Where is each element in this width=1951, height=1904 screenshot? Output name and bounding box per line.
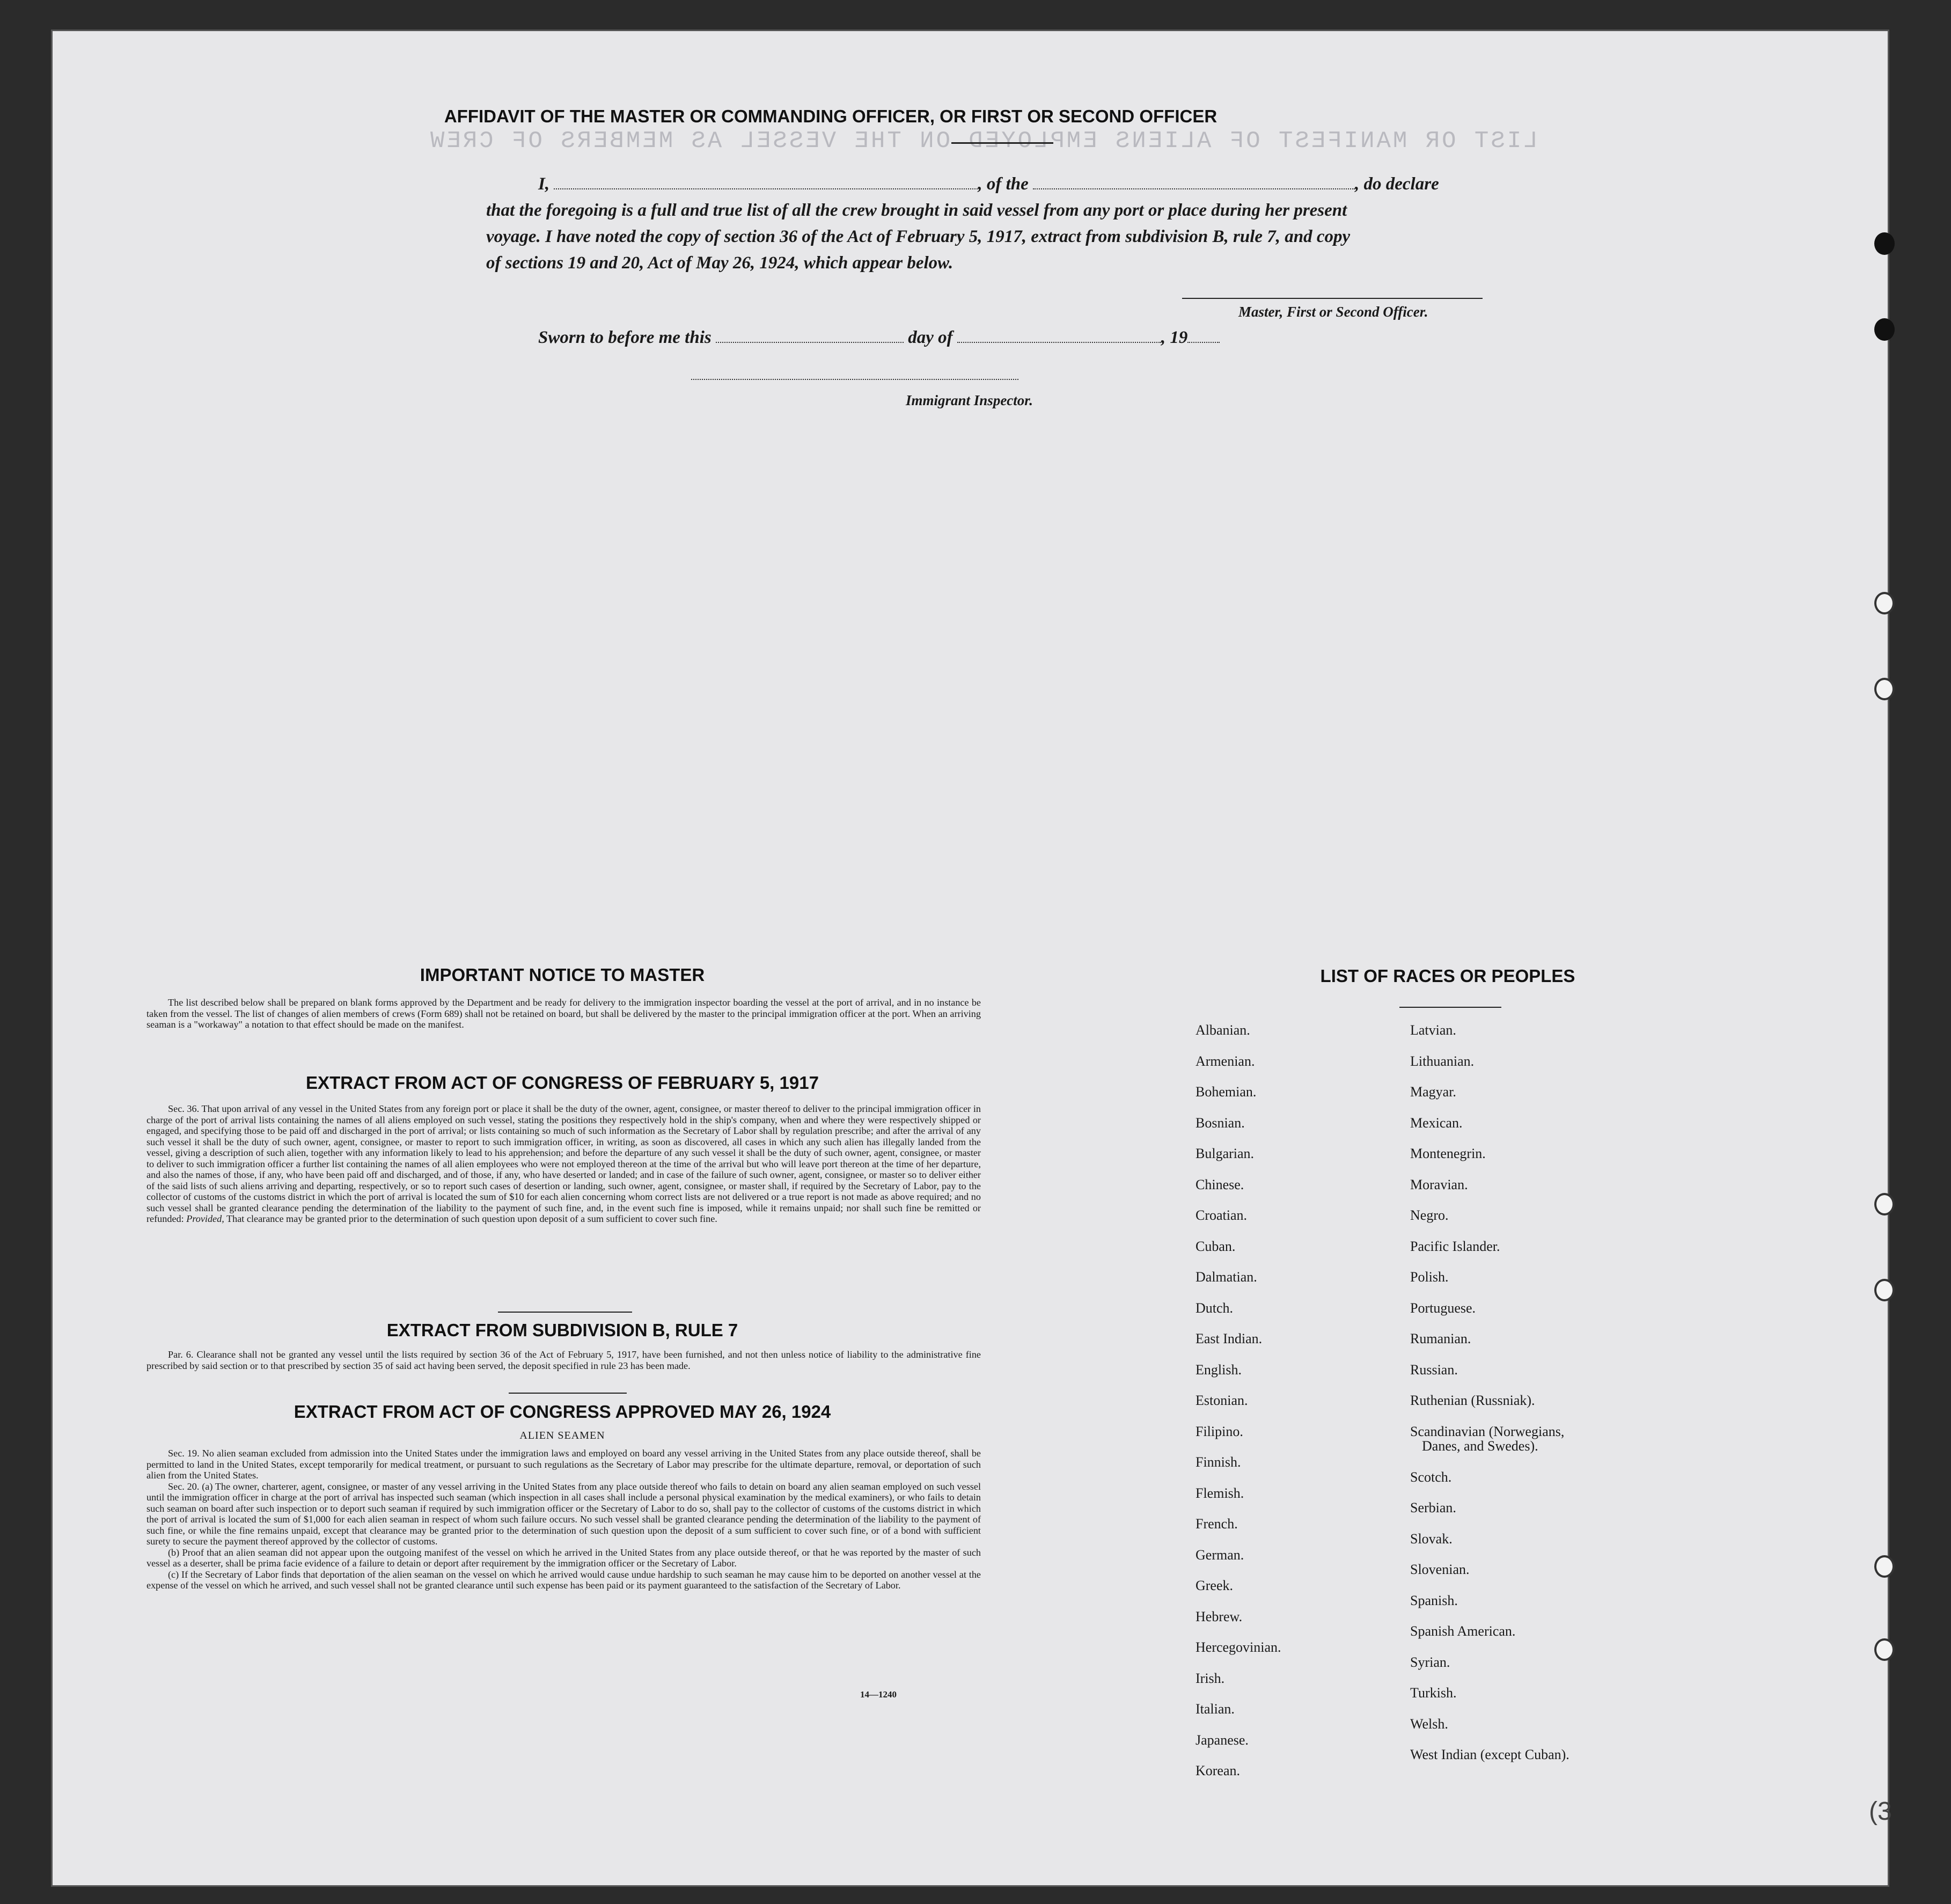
sworn-day-blank xyxy=(716,342,904,343)
race-item: Mexican. xyxy=(1410,1115,1463,1131)
race-item: Scandinavian (Norwegians, xyxy=(1410,1423,1565,1439)
race-item: Irish. xyxy=(1195,1670,1225,1686)
race-item: Moravian. xyxy=(1410,1176,1468,1192)
race-item: Hercegovinian. xyxy=(1195,1639,1281,1655)
race-item: Russian. xyxy=(1410,1361,1458,1378)
act-1924-sec-20c: (c) If the Secretary of Labor finds that deportation of the alien seaman on the vessel on which he arrived would cause undue hardship to such seaman he may cause him to be deported on another vessel at the expense of the vessel on which he arrived, and such vessel shall not be granted clearance until such expense has been paid or its payment guaranteed to the satisfaction of the Secretary of Labor. xyxy=(146,1569,981,1591)
subdiv-b-text xyxy=(146,1349,981,1371)
race-item: Serbian. xyxy=(1410,1500,1456,1515)
year-label: , 19 xyxy=(1161,328,1188,347)
notice-title: IMPORTANT NOTICE TO MASTER xyxy=(420,965,705,985)
race-item: Magyar. xyxy=(1410,1084,1456,1100)
race-item: Slovak. xyxy=(1410,1530,1453,1547)
race-item: Ruthenian (Russniak). xyxy=(1410,1393,1535,1408)
race-item: Syrian. xyxy=(1410,1654,1450,1670)
punch-hole xyxy=(1874,1279,1895,1301)
race-item: Spanish American. xyxy=(1410,1623,1516,1639)
race-item: Filipino. xyxy=(1195,1423,1243,1439)
act-1917-body-end: That clearance may be granted prior to the determination of such question upon deposit of a sum sufficient to cover such fine. xyxy=(226,1213,717,1224)
race-item: Croatian. xyxy=(1195,1207,1248,1223)
master-label: Master, First or Second Officer. xyxy=(1238,304,1428,320)
race-item: Hebrew. xyxy=(1195,1608,1243,1624)
punch-hole xyxy=(1874,592,1895,614)
race-item: Armenian. xyxy=(1195,1053,1255,1069)
race-item: Pacific Islander. xyxy=(1410,1238,1500,1254)
race-item: Rumanian. xyxy=(1410,1331,1471,1346)
act-1917-sec-label: Sec. 36. xyxy=(168,1103,200,1114)
act-1917-text xyxy=(146,1103,981,1225)
act-1924-sec-20b: (b) Proof that an alien seaman did not appear upon the outgoing manifest of the vessel on which he arrived in the United States from any place outside thereof, or that he was reported by the master of such vessel as a deserter, shall be prima facie evidence of a failure to detain or deport after requirement by the immigration officer or the Secretary of Labor. xyxy=(146,1547,981,1569)
race-item: Slovenian. xyxy=(1410,1562,1470,1577)
race-item: Korean. xyxy=(1195,1763,1241,1778)
races-column-2 xyxy=(1410,1015,1569,1770)
race-item: Lithuanian. xyxy=(1410,1053,1475,1069)
race-item: Scotch. xyxy=(1410,1469,1452,1485)
race-item: East Indian. xyxy=(1195,1331,1263,1346)
race-item: Cuban. xyxy=(1195,1238,1236,1254)
sworn-label: Sworn to before me this xyxy=(538,328,712,347)
act-1924-text xyxy=(146,1448,981,1591)
affidavit-line-4: of sections 19 and 20, Act of May 26, 1924, which appear below. xyxy=(486,253,954,273)
punch-hole xyxy=(1874,318,1895,341)
race-item: English. xyxy=(1195,1361,1242,1378)
race-item: West Indian (except Cuban). xyxy=(1410,1747,1569,1762)
affidavit-line-1 xyxy=(538,172,1585,196)
master-signature-line xyxy=(1182,298,1483,299)
affidavit-title: AFFIDAVIT OF THE MASTER OR COMMANDING OFFICER, OR FIRST OR SECOND OFFICER xyxy=(444,106,1217,126)
manifest-page xyxy=(51,30,1892,1887)
race-item: Bulgarian. xyxy=(1195,1146,1255,1161)
sworn-year-blank xyxy=(1187,342,1220,343)
race-item: Dalmatian. xyxy=(1195,1269,1257,1285)
act-1924-sec-20a: Sec. 20. (a) The owner, charterer, agent, consignee, or master of any vessel arriving in the United States from any place outside thereof who fails to detain on board any alien seaman employed on such vessel until the immigration officer in charge at the port of arrival has inspected such seaman (which inspection in all cases shall include a personal physical examination by the medical examiners), or who fails to detain such seaman on board after such inspection or to deport such seaman if required by such immigration officer or the Secretary of Labor to do so, shall pay to the collector of customs of the customs district in which the port of arrival is located the sum of $1,000 for each alien seaman in respect of whom such failure occurs. No such vessel shall be granted clearance pending the determination of the liability to the payment of such fine, or while the fine remains unpaid, except that clearance may be granted prior to the determination of such question upon the deposit of a sum sufficient to cover such fine, or of a bond with sufficient surety to secure the payment thereof approved by the collector of customs. xyxy=(146,1481,981,1547)
act-1917-body: That upon arrival of any vessel in the United States from any foreign port or place it shall be the duty of the owner, agent, consignee, or master thereof to deliver to the principal immigration officer in charge of the port of arrival lists containing the names of all aliens employed on such vessel, stating the positions they respectively hold in the ship's company, when and where they were respectively shipped or engaged, and specifying those to be paid off and discharged in the port of arrival; or lists containing so much of such information as the Secretary of Labor shall by regulation prescribe; and after the arrival of any such vessel it shall be the duty of such owner, agent, consignee, or master to report to such immigration officer, in writing, as soon as discovered, all cases in which any such alien has illegally landed from the vessel, giving a description of such alien, together with any information likely to lead to his apprehension; and before the departure of any such vessel it shall be the duty of such owner, agent, consignee, or master to deliver to such immigration officer a further list containing the names of all alien employees who were not employed thereon at the time of the arrival but who will leave port thereon at the time of her departure, and also the names of those, if any, who have been paid off and discharged, and of those, if any, who have deserted or landed; and in case of the failure of such owner, agent, consignee, or master so to deliver either of the said lists of such aliens arriving and departing, respectively, or so to report such cases of desertion or landing, such owner, agent, consignee, or master shall, if required by the Secretary of Labor, pay to the collector of customs of the customs district in which the port of arrival is located the sum of $10 for each alien concerning whom correct lists are not delivered or a true report is not made as above required; and no such vessel shall be granted clearance pending the determination of the liability to the payment of such fine, and, in the event such fine is imposed, while it remains unpaid; nor shall such fine be remitted or refunded: xyxy=(146,1103,981,1224)
subdiv-b-title: EXTRACT FROM SUBDIVISION B, RULE 7 xyxy=(386,1320,738,1340)
notice-paragraph: The list described below shall be prepared on blank forms approved by the Department and be ready for delivery to the immigration inspector boarding the vessel at the port of arrival, and in no instance be taken from the vessel. The list of changes of alien members of crews (Form 689) shall not be retained on board, but shall be delivered by the master to the principal immigration officer at the port. When an arriving seaman is a "workaway" a notation to that effect should be made on the manifest. xyxy=(146,997,981,1030)
affidavit-of-the: , of the xyxy=(978,174,1029,194)
form-number: 14—1240 xyxy=(860,1689,897,1700)
act-1924-sec-19: Sec. 19. No alien seaman excluded from admission into the United States under the immigration laws and employed on board any vessel arriving in the United States from any place outside thereof, shall be permitted to land in the United States, except temporarily for medical treatment, or pursuant to such regulations as the Secretary of Labor may prescribe for the ultimate departure, removal, or deportation of such alien from the United States. xyxy=(146,1448,981,1481)
act-1917-provided: Provided, xyxy=(186,1213,224,1224)
race-item: Chinese. xyxy=(1195,1176,1244,1192)
race-item: Estonian. xyxy=(1195,1393,1248,1408)
race-item: Japanese. xyxy=(1195,1732,1249,1748)
punch-hole xyxy=(1874,1555,1895,1578)
bleed-through-text: LIST OR MANIFEST OF ALIENS EMPLOYED ON THE VESSEL AS MEMBERS OF CREW xyxy=(428,128,1538,155)
race-item: Negro. xyxy=(1410,1207,1449,1223)
act-1924-title: EXTRACT FROM ACT OF CONGRESS APPROVED MAY 26, 1924 xyxy=(294,1402,831,1422)
race-item: French. xyxy=(1195,1516,1238,1532)
race-item: Flemish. xyxy=(1195,1485,1244,1501)
notice-text xyxy=(146,997,981,1030)
punch-hole xyxy=(1874,678,1895,700)
affidavit-i-label: I, xyxy=(538,174,550,194)
section-rule-1 xyxy=(498,1312,632,1313)
affidavit-line-3: voyage. I have noted the copy of section 36 of the Act of February 5, 1917, extract from subdivision B, rule 7, and copy xyxy=(486,227,1351,246)
subdiv-b-paragraph: Par. 6. Clearance shall not be granted any vessel until the lists required by section 36 of the Act of February 5, 1917, have been furnished, and not then unless notice of liability to the administrative fine prescribed by said section or to that prescribed by section 35 of said act having been served, the deposit specified in rule 23 has been made. xyxy=(146,1349,981,1371)
race-item: Spanish. xyxy=(1410,1592,1458,1608)
races-column-1 xyxy=(1195,1015,1281,1786)
affidavit-do-declare: , do declare xyxy=(1355,174,1439,194)
race-item: Turkish. xyxy=(1410,1685,1457,1701)
act-1924-subtitle: ALIEN SEAMEN xyxy=(519,1430,605,1441)
punch-hole xyxy=(1874,232,1895,255)
races-title-rule xyxy=(1399,1007,1501,1008)
affidavit-title-rule xyxy=(951,142,1053,144)
race-item: Dutch. xyxy=(1195,1300,1234,1316)
inspector-signature-line xyxy=(691,379,1018,380)
margin-note: (3 xyxy=(1869,1797,1892,1826)
race-item: Greek. xyxy=(1195,1578,1234,1593)
vessel-blank xyxy=(1033,188,1355,189)
race-item: Italian. xyxy=(1195,1701,1235,1717)
races-title: LIST OF RACES OR PEOPLES xyxy=(1320,966,1575,986)
race-item: German. xyxy=(1195,1547,1244,1563)
sworn-line xyxy=(538,325,1220,350)
punch-hole xyxy=(1874,1638,1895,1661)
race-item: Welsh. xyxy=(1410,1716,1448,1732)
race-item: Albanian. xyxy=(1195,1022,1250,1038)
race-item: Portuguese. xyxy=(1410,1300,1476,1316)
race-item: Polish. xyxy=(1410,1269,1449,1285)
race-item: Montenegrin. xyxy=(1410,1146,1486,1161)
race-item: Latvian. xyxy=(1410,1022,1456,1038)
race-item: Finnish. xyxy=(1195,1454,1241,1470)
act-1917-title: EXTRACT FROM ACT OF CONGRESS OF FEBRUARY 5, 1917 xyxy=(306,1073,819,1093)
punch-hole xyxy=(1874,1193,1895,1215)
inspector-label: Immigrant Inspector. xyxy=(906,392,1033,408)
affidavit-line-2: that the foregoing is a full and true list of all the crew brought in said vessel from any port or place during her present xyxy=(486,201,1347,220)
sworn-month-blank xyxy=(957,342,1161,343)
race-item: Danes, and Swedes). xyxy=(1422,1438,1538,1454)
race-item: Bohemian. xyxy=(1195,1084,1257,1100)
name-blank xyxy=(554,188,978,189)
race-item: Bosnian. xyxy=(1195,1115,1245,1131)
day-of-label: day of xyxy=(908,328,953,347)
section-rule-2 xyxy=(509,1393,627,1394)
